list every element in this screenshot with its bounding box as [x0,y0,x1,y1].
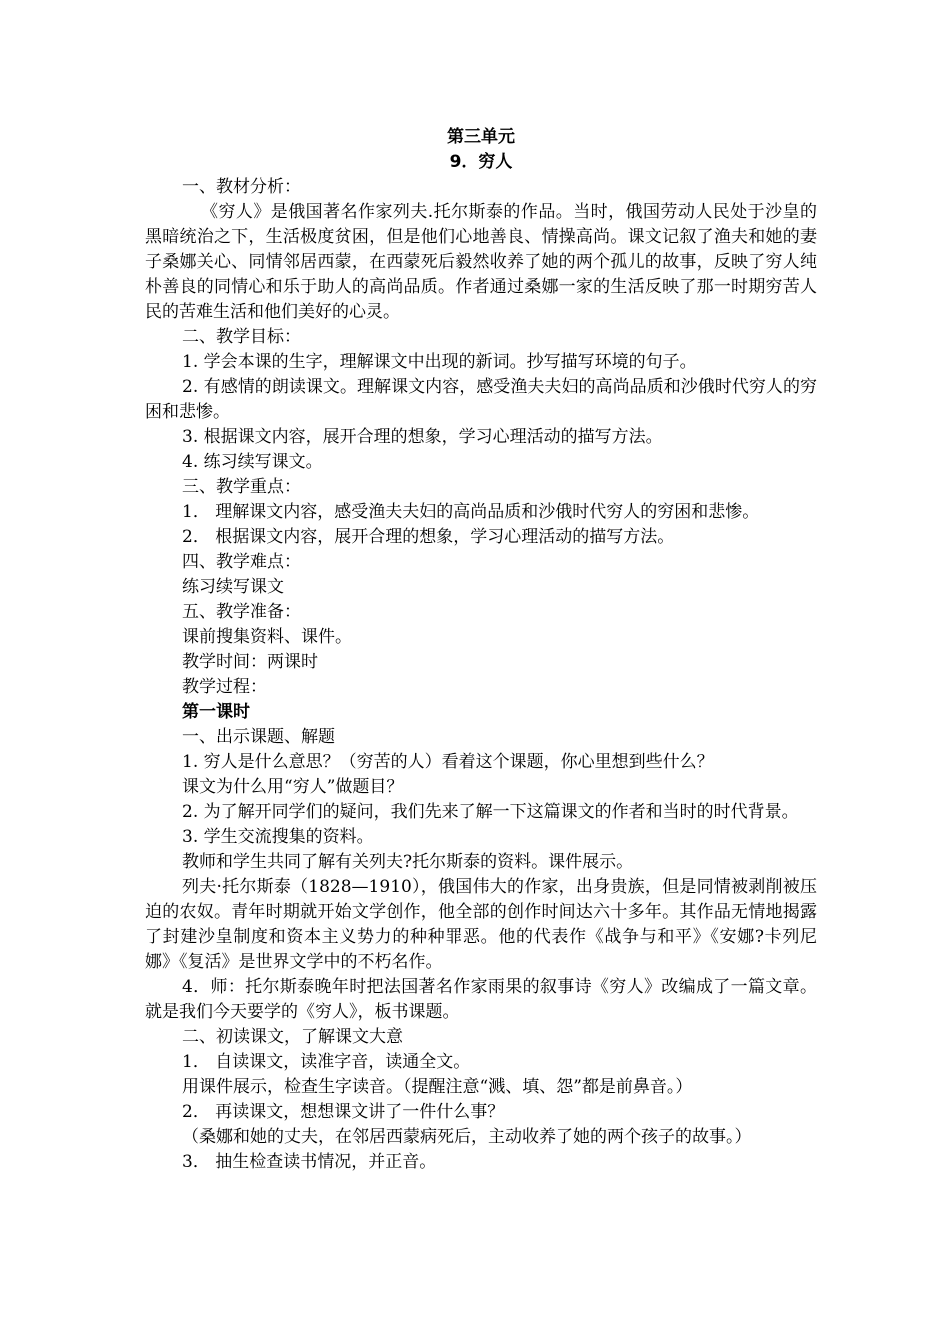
paragraph: 1． 自读课文，读准字音，读通全文。 [182,1052,471,1072]
paragraph: 3． 抽生检查读书情况，并正音。 [182,1152,437,1172]
paragraph: 4．师：托尔斯泰晚年时把法国著名作家雨果的叙事诗《穷人》改编成了一篇文章。就是我们今天要学的《穷人》，板书课题。 [145,977,817,1022]
paragraph: 第一课时 [182,702,250,722]
paragraph: 1． 理解课文内容，感受渔夫夫妇的高尚品质和沙俄时代穷人的穷困和悲惨。 [182,502,760,522]
paragraph: 列夫·托尔斯泰（1828—1910），俄国伟大的作家，出身贵族，但是同情被剥削被压迫的农奴。青年时期就开始文学创作，他全部的创作时间达六十多年。其作品无情地揭露了封建沙皇制度和资本主义势力的种种罪恶。他的代表作《战争与和平》《安娜?卡列尼娜》《复活》是世界文学中的不朽名作。 [145,877,817,972]
paragraph: 4. 练习续写课文。 [182,452,323,472]
paragraph: 2. 有感情的朗读课文。理解课文内容，感受渔夫夫妇的高尚品质和沙俄时代穷人的穷困和悲惨。 [145,377,817,422]
document-page [145,125,817,1175]
paragraph: （桑娜和她的丈夫，在邻居西蒙病死后，主动收养了她的两个孩子的故事。） [182,1127,752,1147]
paragraph: 二、初读课文，了解课文大意 [182,1027,403,1047]
paragraph: 五、教学准备： [182,602,301,622]
lesson-title: 9．穷人 [449,152,513,172]
paragraph: 课前搜集资料、课件。 [182,627,352,647]
paragraph: 2. 为了解开同学们的疑问，我们先来了解一下这篇课文的作者和当时的时代背景。 [182,802,799,822]
unit-heading: 第三单元 [447,127,515,147]
paragraph: 1. 学会本课的生字，理解课文中出现的新词。抄写描写环境的句子。 [182,352,697,372]
paragraph: 四、教学难点： [182,552,301,572]
paragraph: 1. 穷人是什么意思？（穷苦的人）看着这个课题，你心里想到些什么？ [182,752,714,772]
paragraph: 3. 学生交流搜集的资料。 [182,827,374,847]
paragraph: 用课件展示，检查生字读音。（提醒注意“溅、填、怨”都是前鼻音。） [182,1077,693,1097]
paragraph: 3. 根据课文内容，展开合理的想象，学习心理活动的描写方法。 [182,427,663,447]
paragraph: 2． 再读课文，想想课文讲了一件什么事？ [182,1102,505,1122]
paragraph: 《穷人》是俄国著名作家列夫.托尔斯泰的作品。当时，俄国劳动人民处于沙皇的黑暗统治之下，生活极度贫困，但是他们心地善良、情操高尚。课文记叙了渔夫和她的妻子桑娜关心、同情邻居西蒙，在西蒙死后毅然收养了她的两个孤儿的故事，反映了穷人纯朴善良的同情心和乐于助人的高尚品质。作者通过桑娜一家的生活反映了那一时期穷苦人民的苦难生活和他们美好的心灵。 [145,202,817,322]
document-body [145,175,817,1175]
paragraph: 练习续写课文 [182,577,284,597]
paragraph: 教学时间：两课时 [182,652,318,672]
paragraph: 课文为什么用“穷人”做题目？ [182,777,404,797]
paragraph: 教学过程： [182,677,267,697]
paragraph: 教师和学生共同了解有关列夫?托尔斯泰的资料。课件展示。 [182,852,634,872]
paragraph: 2． 根据课文内容，展开合理的想象，学习心理活动的描写方法。 [182,527,675,547]
paragraph: 三、教学重点： [182,477,301,497]
paragraph: 一、教材分析： [182,177,301,197]
paragraph: 一、出示课题、解题 [182,727,335,747]
paragraph: 二、教学目标： [182,327,301,347]
